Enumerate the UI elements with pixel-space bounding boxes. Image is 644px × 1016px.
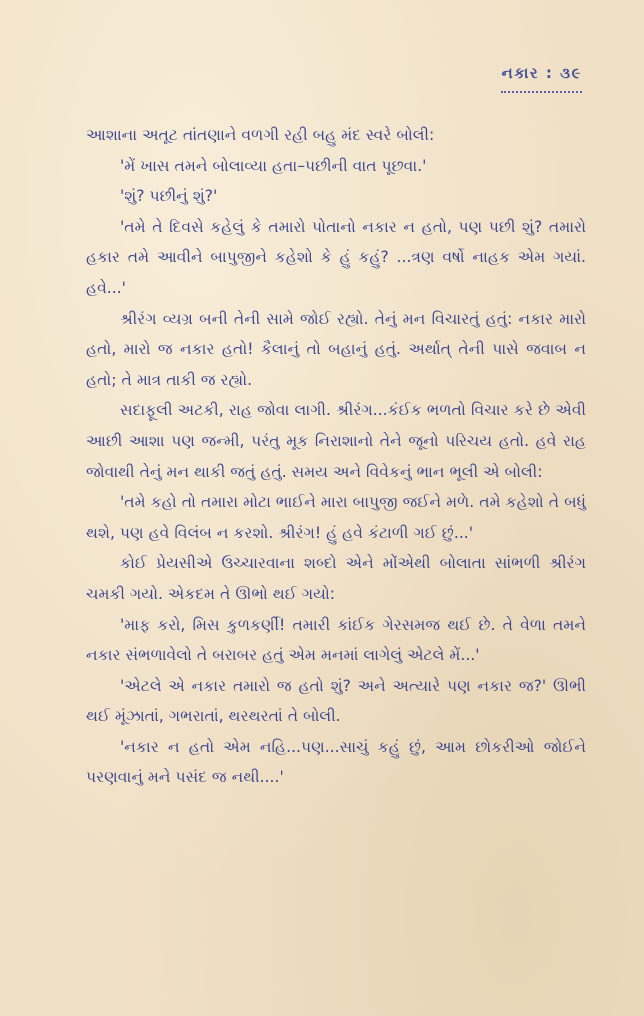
paragraph: સદાફૂલી અટકી, રાહ જોવા લાગી. શ્રીરંગ...કંઈક ભળતો વિચાર કરે છે એવી આછી આશા પણ જન્મી, પરંતુ મૂક નિરાશાનો તેને જૂનો પરિચય હતો. હવે રાહ જોવાથી તેનું મન થાકી જતું હતું. સમય અને વિવેકનું ભાન ભૂલી એ બોલી: xyxy=(86,401,586,481)
paragraph: 'શું? પછીનું શું?' xyxy=(120,187,218,206)
body-text xyxy=(86,120,586,793)
running-head-rule xyxy=(501,85,582,93)
paragraph: આશાના અતૂટ તાંતણાને વળગી રહી બહુ મંદ સ્વરે બોલી: xyxy=(86,126,435,144)
paragraph: કોઈ પ્રેયસીએ ઉચ્ચારવાના શબ્દો એને મોંએથી બોલાતા સાંભળી શ્રીરંગ ચમકી ગયો. એકદમ તે ઊભો થઈ ગયો: xyxy=(86,554,586,603)
paragraph: શ્રીરંગ વ્યગ્ર બની તેની સામે જોઈ રહ્યો. તેનું મન વિચારતું હતું: નકાર મારો હતો, મારો જ નકાર હતો! કૈલાનું તો બહાનું હતું. અર્થાત્ તેની પાસે જવાબ ન હતો; તે માત્ર તાકી જ રહ્યો. xyxy=(86,309,586,389)
paragraph: 'માફ કરો, મિસ કુળકર્ણી! તમારી કાંઈક ગેરસમજ થઈ છે. તે વેળા તમને નકાર સંભળાવેલો તે બરાબર હતું એમ મનમાં લાગેલું એટલે મેં...' xyxy=(86,615,586,665)
paragraph: 'એટલે એ નકાર તમારો જ હતો શું? અને અત્યારે પણ નકાર જ?' ઊભી થઈ મૂંઝાતાં, ગભરાતાં, થરથરતાં તે બોલી. xyxy=(86,676,586,726)
paragraph: 'તમે કહો તો તમારા મોટા ભાઈને મારા બાપુજી જઈને મળે. તમે કહેશો તે બધું થશે, પણ હવે વિલંબ ન કરશો. શ્રીરંગ! હું હવે કંટાળી ગઈ છું...' xyxy=(86,493,586,542)
paragraph: 'નકાર ન હતો એમ નહિ...પણ...સાચું કહું છું, આમ છોકરીઓ જોઈને પરણવાનું મને પસંદ જ નથી....' xyxy=(86,737,586,787)
paragraph: 'મેં ખાસ તમને બોલાવ્યા હતા–પછીની વાત પૂછવા.' xyxy=(120,156,427,175)
running-head xyxy=(501,64,582,93)
running-head-text: નકાર : ૩૯ xyxy=(501,64,582,82)
paragraph: 'તમે તે દિવસે કહેલું કે તમારો પોતાનો નકાર ન હતો, પણ પછી શું? તમારો હકાર તમે આવીને બાપુજીને કહેશો કે હું કહું? ...ત્રણ વર્ષો નાહક એમ ગયાં. હવે...' xyxy=(86,217,586,297)
